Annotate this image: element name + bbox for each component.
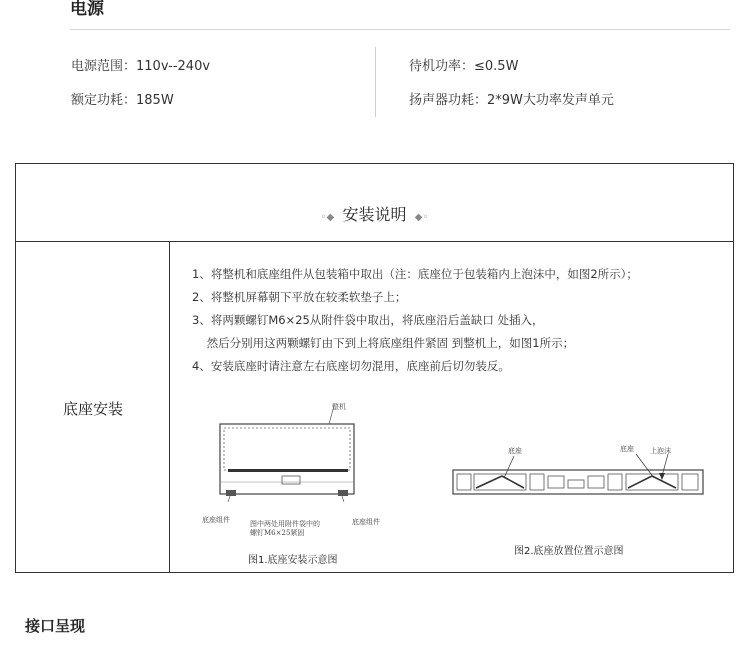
install-title (16, 202, 733, 225)
figure-1-label-top: 整机 (332, 403, 346, 411)
figure-1-label-mid-1: 图中两处用附件袋中的 (250, 520, 320, 528)
base-install-label: 底座安装 (62, 400, 123, 418)
figure-2-caption: 图2.底座放置位置示意图 (514, 546, 624, 557)
figure-2-label-1: 底座 (508, 447, 522, 455)
ornament-left-icon: ◦◆ (320, 212, 338, 223)
figure-1-label-right: 底座组件 (352, 518, 380, 526)
install-table-header (16, 164, 733, 242)
figure-1-label-mid-2: 螺钉M6×25紧固 (250, 529, 305, 537)
ports-section-title: 接口呈现 (25, 617, 86, 635)
instruction-step-3: 3、将两颗螺钉M6×25从附件袋中取出，将底座沿后盖缺口 处插入， (192, 313, 544, 327)
instruction-step-1: 1、将整机和底座组件从包装箱中取出（注：底座位于包装箱内上泡沫中，如图2所示）； (192, 267, 638, 281)
install-table (15, 163, 734, 573)
install-title-text: 安装说明 (342, 205, 407, 224)
standby-power: 待机功率：≤0.5W (409, 59, 519, 74)
install-left-column (16, 242, 170, 572)
figure-1-label-left: 底座组件 (202, 516, 230, 524)
instruction-step-4: 4、安装底座时请注意左右底座切勿混用，底座前后切勿装反。 (192, 359, 510, 373)
instruction-step-2: 2、将整机屏幕朝下平放在较柔软垫子上； (192, 290, 407, 304)
figure-1-caption: 图1.底座安装示意图 (248, 555, 338, 566)
power-section-title: 电源 (70, 0, 104, 19)
speaker-power: 扬声器功耗：2*9W大功率发声单元 (409, 93, 614, 108)
ornament-right-icon: ◆◦ (411, 212, 429, 223)
section-divider (70, 29, 730, 30)
instruction-step-3-cont: 然后分别用这两颗螺钉由下到上将底座组件紧固 到整机上，如图1所示； (192, 336, 575, 350)
figure-2-label-2: 底座 (620, 445, 634, 453)
figure-2-label-3: 上泡沫 (650, 447, 671, 455)
figure-1-tv-diagram (204, 396, 364, 506)
column-divider (375, 47, 376, 117)
rated-power: 额定功耗：185W (71, 93, 174, 108)
power-range: 电源范围：110v--240v (71, 59, 211, 74)
